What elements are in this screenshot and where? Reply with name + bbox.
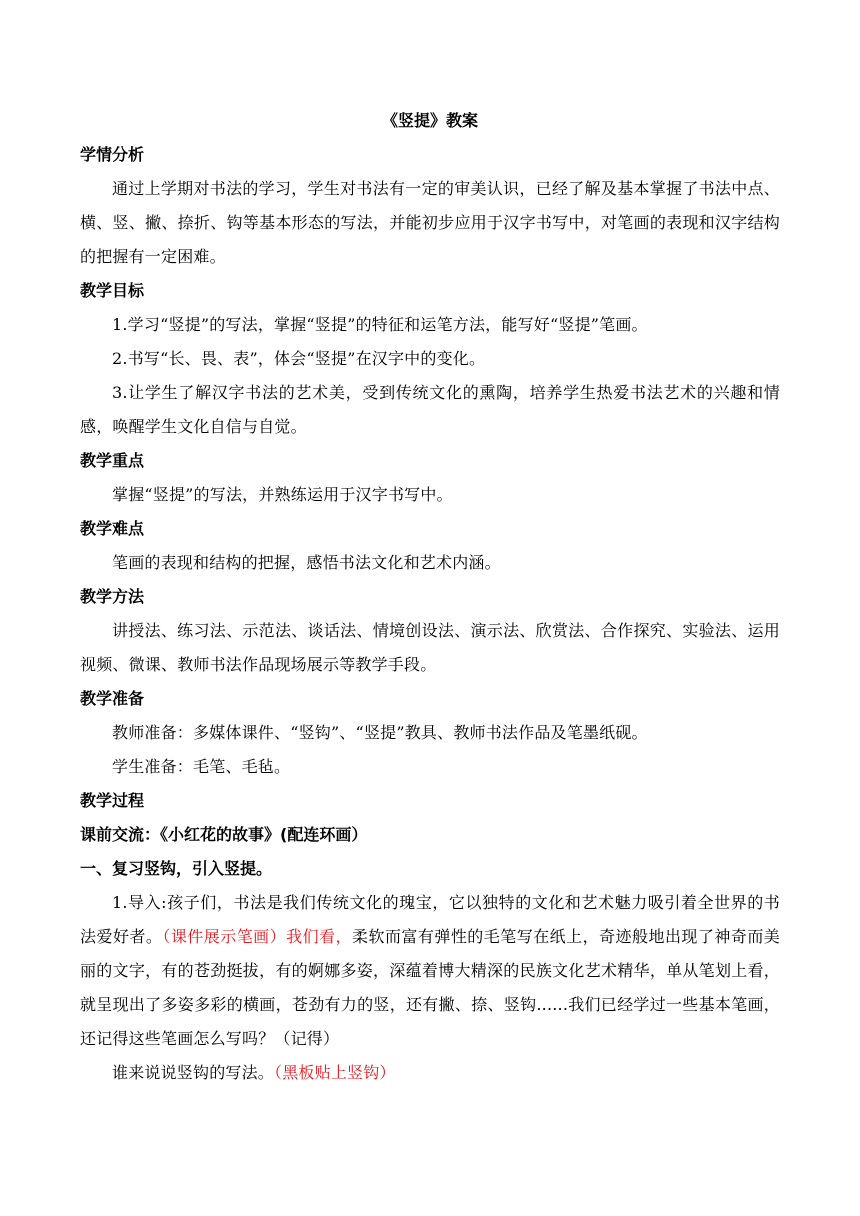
paragraph-vertical-hook xyxy=(80,1056,780,1090)
heading-teaching-goals: 教学目标 xyxy=(80,281,145,300)
paragraph-key-points: 掌握“竖提”的写法，并熟练运用于汉字书写中。 xyxy=(112,485,453,504)
vertical-hook-text: 谁来说说竖钩的写法。 xyxy=(112,1063,275,1082)
paragraph-difficulties: 笔画的表现和结构的把握，感悟书法文化和艺术内涵。 xyxy=(112,553,501,572)
paragraph-student-analysis: 通过上学期对书法的学习，学生对书法有一定的审美认识，已经了解及基本掌握了书法中点、横、竖、撇、捺折、钩等基本形态的写法，并能初步应用于汉字书写中，对笔画的表现和汉字结构的把握有一定困难。 xyxy=(80,179,780,266)
goal-item-1: 1.学习“竖提”的写法，掌握“竖提”的特征和运笔方法，能写好“竖提”笔画。 xyxy=(112,315,648,334)
pre-class-exchange: 课前交流：《小红花的故事》(配连环画） xyxy=(80,825,368,844)
student-preparation: 学生准备：毛笔、毛毡。 xyxy=(112,757,291,776)
heading-key-points: 教学重点 xyxy=(80,451,145,470)
heading-difficulties: 教学难点 xyxy=(80,519,145,538)
intro-text-start: 1.导入:孩子们，书法是我们传统文化的瑰宝，它以独特的文化和艺术魅力吸引着全世界的书法爱好者。 xyxy=(80,893,780,946)
paragraph-introduction xyxy=(80,886,780,1056)
heading-process: 教学过程 xyxy=(80,791,145,810)
part-one-heading: 一、复习竖钩，引入竖提。 xyxy=(80,859,273,878)
intro-annotation: （课件展示笔画）我们看， xyxy=(162,927,353,946)
document-title: 《竖提》教案 xyxy=(381,111,478,130)
heading-preparation: 教学准备 xyxy=(80,689,145,708)
vertical-hook-annotation: （黑板贴上竖钩） xyxy=(274,1063,396,1082)
goal-item-2: 2.书写“长、畏、表”，体会“竖提”在汉字中的变化。 xyxy=(112,349,486,368)
teacher-preparation: 教师准备：多媒体课件、“竖钩”、“竖提”教具、教师书法作品及笔墨纸砚。 xyxy=(112,723,648,742)
heading-student-analysis: 学情分析 xyxy=(80,145,145,164)
intro-text-rest: 柔软而富有弹性的毛笔写在纸上，奇迹般地出现了神奇而美丽的文字，有的苍劲挺拔，有的婀娜多姿，深蕴着博大精深的民族文化艺术精华，单从笔划上看，就呈现出了多姿多彩的横画，苍劲有力的竖，还有撇、捺、竖钩......我们已经学过一些基本笔画，还记得这些笔画怎么写吗？（记得） xyxy=(80,927,780,1048)
heading-methods: 教学方法 xyxy=(80,587,145,606)
goal-item-3: 3.让学生了解汉字书法的艺术美，受到传统文化的熏陶，培养学生热爱书法艺术的兴趣和情感，唤醒学生文化自信与自觉。 xyxy=(80,383,780,436)
paragraph-methods: 讲授法、练习法、示范法、谈话法、情境创设法、演示法、欣赏法、合作探究、实验法、运用视频、微课、教师书法作品现场展示等教学手段。 xyxy=(80,621,780,674)
